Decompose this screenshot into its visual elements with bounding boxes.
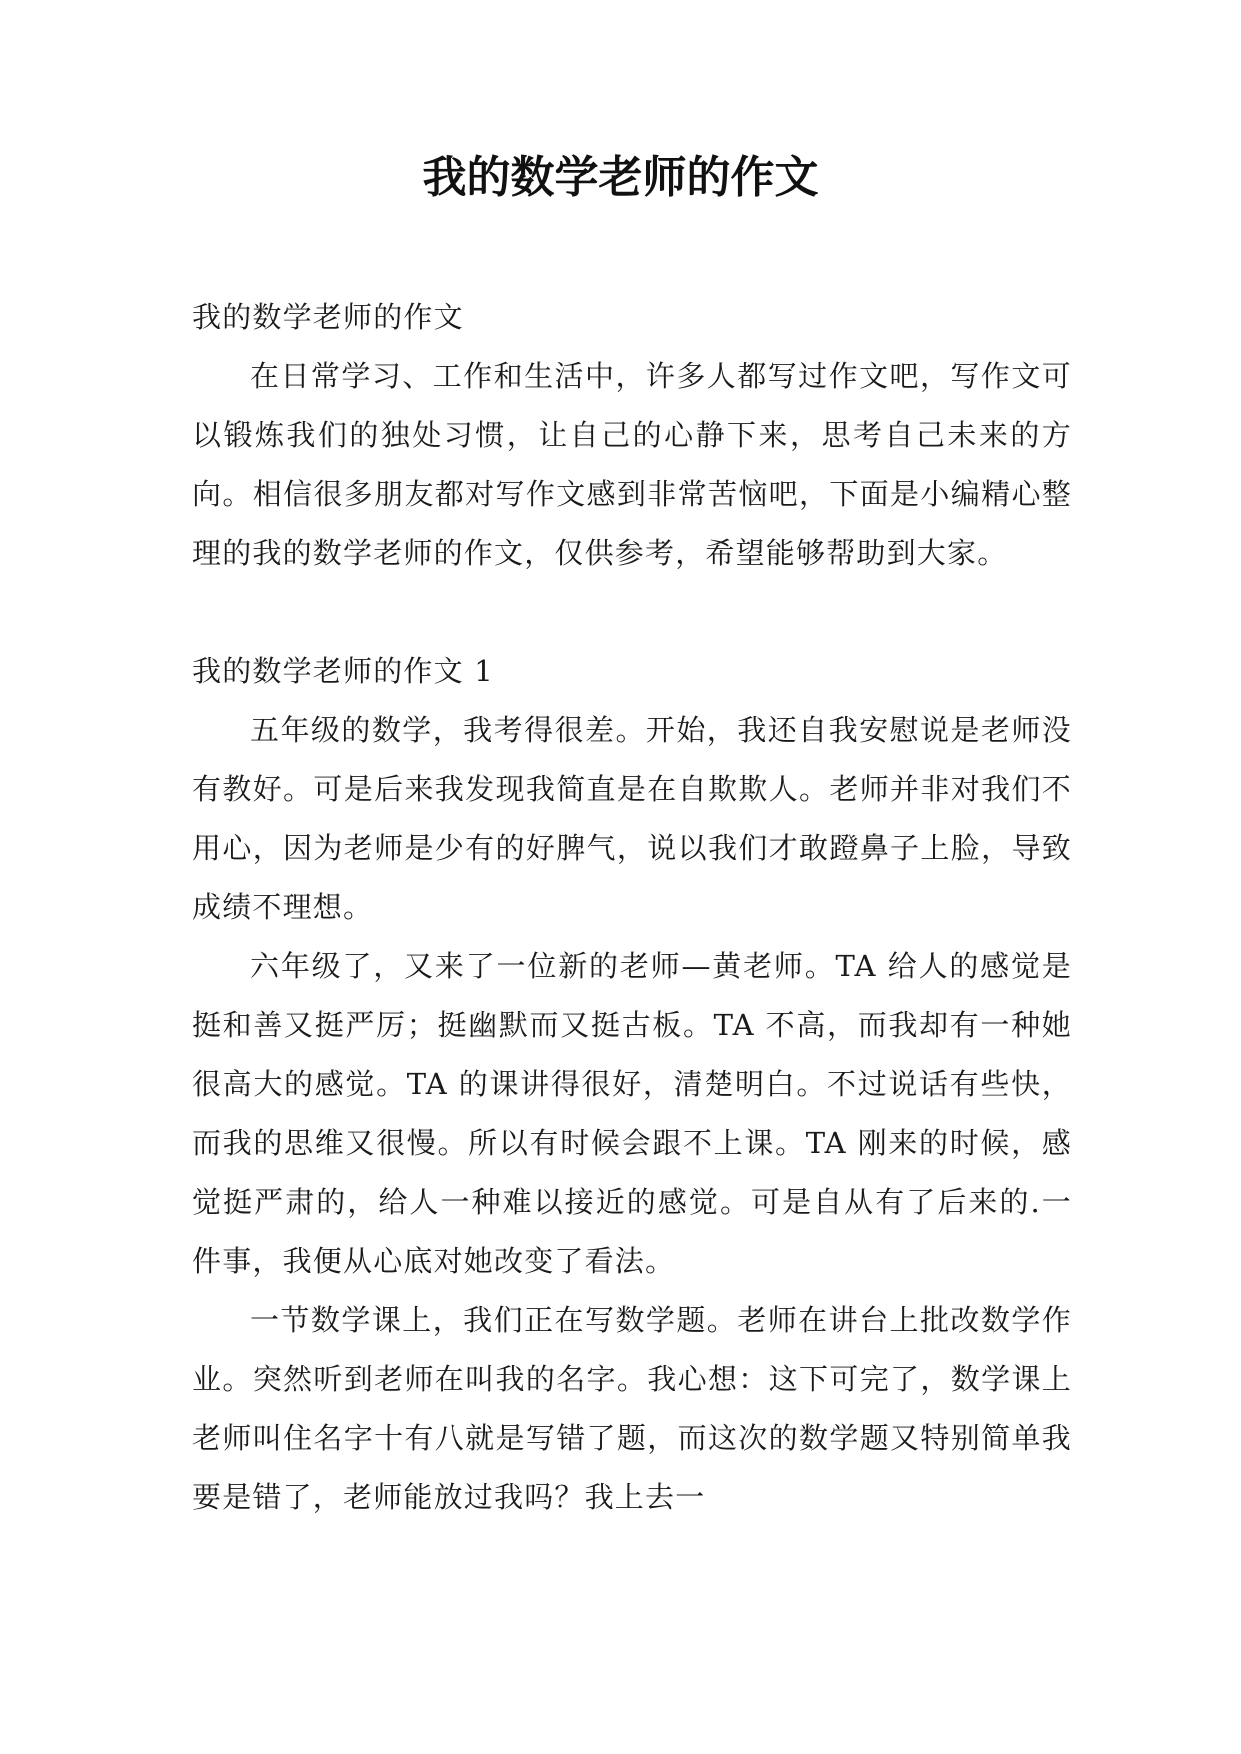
intro-heading: 我的数学老师的作文	[192, 300, 464, 334]
section-1-heading: 我的数学老师的作文 1	[192, 654, 494, 688]
intro-paragraph: 在日常学习、工作和生活中，许多人都写过作文吧，写作文可以锻炼我们的独处习惯，让自己的心静下来，思考自己未来的方向。相信很多朋友都对写作文感到非常苦恼吧，下面是小编精心整理的我的数学老师的作文，仅供参考，希望能够帮助到大家。	[192, 359, 1072, 570]
section-1-paragraph-1: 五年级的数学，我考得很差。开始，我还自我安慰说是老师没有教好。可是后来我发现我简直是在自欺欺人。老师并非对我们不用心，因为老师是少有的好脾气，说以我们才敢蹬鼻子上脸，导致成绩不理想。	[192, 713, 1072, 924]
section-1-paragraph-3: 一节数学课上，我们正在写数学题。老师在讲台上批改数学作业。突然听到老师在叫我的名字。我心想：这下可完了，数学课上老师叫住名字十有八就是写错了题，而这次的数学题又特别简单我要是错了，老师能放过我吗？我上去一	[192, 1303, 1072, 1514]
section-spacer	[192, 583, 1072, 642]
document-title: 我的数学老师的作文	[422, 152, 819, 203]
document-body	[192, 288, 1072, 1527]
section-1-paragraph-2: 六年级了，又来了一位新的老师—黄老师。TA 给人的感觉是挺和善又挺严厉；挺幽默而又挺古板。TA 不高，而我却有一种她很高大的感觉。TA 的课讲得很好，清楚明白。不过说话有些快，而我的思维又很慢。所以有时候会跟不上课。TA 刚来的时候，感觉挺严肃的，给人一种难以接近的感觉。可是自从有了后来的.一件事，我便从心底对她改变了看法。	[192, 949, 1072, 1278]
